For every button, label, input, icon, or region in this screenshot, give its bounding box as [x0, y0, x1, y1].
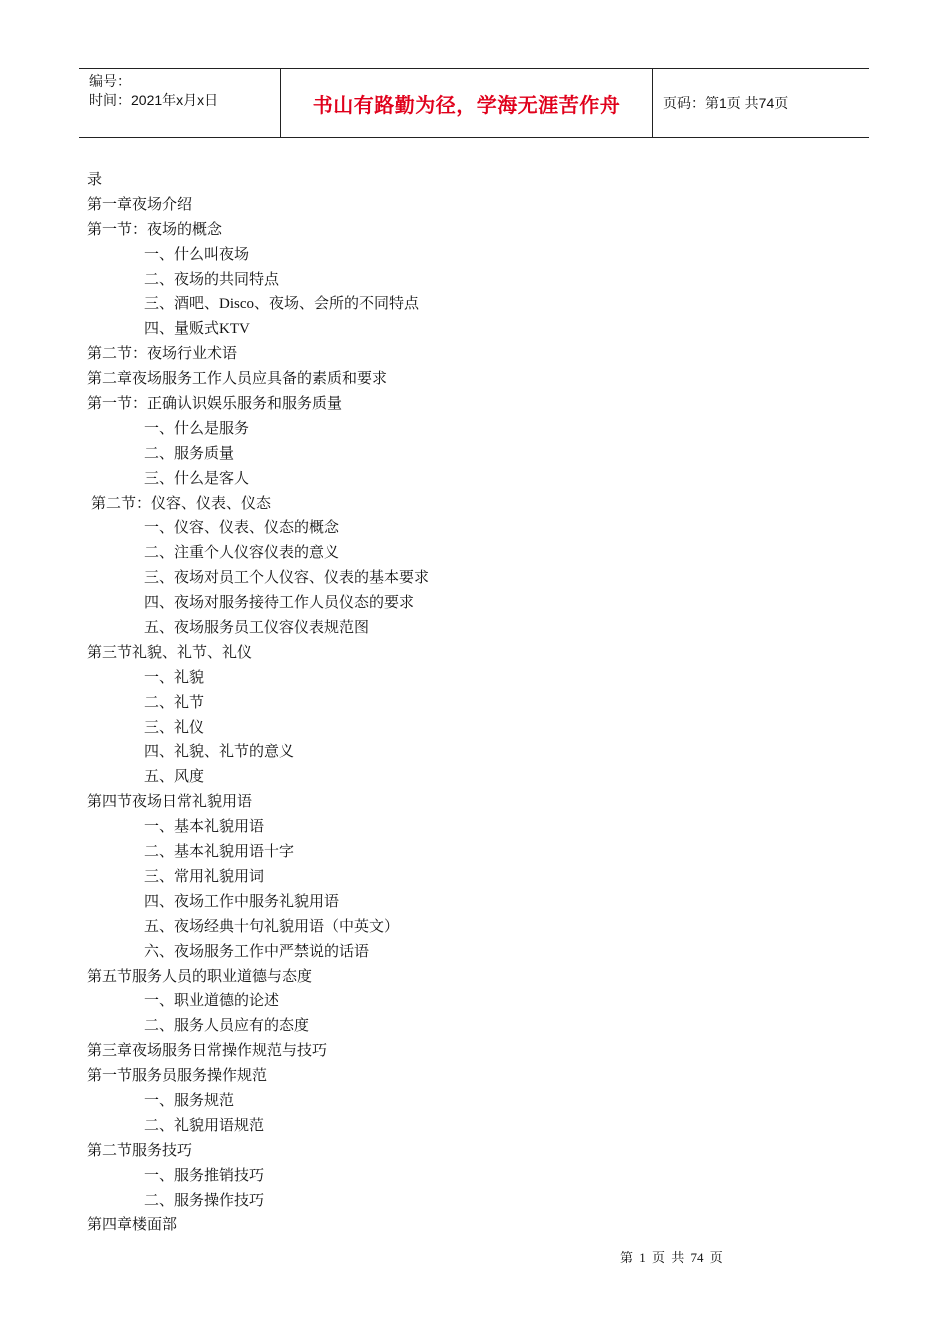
toc-subsection: 一、什么是服务: [144, 420, 250, 437]
toc-heading: 第三节礼貌、礼节、礼仪: [87, 644, 253, 661]
toc-subsection: 四、量贩式KTV: [144, 321, 250, 338]
toc-heading: 第一章夜场介绍: [87, 196, 193, 213]
toc-heading: 第二节：仪容、仪表、仪态: [91, 495, 272, 512]
page-header: [79, 68, 869, 138]
toc-heading: 第二节服务技巧: [87, 1142, 193, 1159]
toc-subsection: 五、夜场服务员工仪容仪表规范图: [144, 620, 370, 637]
toc-subsection: 二、礼节: [144, 694, 205, 711]
toc-heading: 第四节夜场日常礼貌用语: [87, 794, 253, 811]
toc-subsection: 二、服务质量: [144, 445, 235, 462]
toc-subsection: 六、夜场服务工作中严禁说的话语: [144, 943, 370, 960]
toc-heading: 录: [87, 172, 103, 188]
toc-heading: 第四章楼面部: [87, 1217, 178, 1234]
toc-subsection: 三、酒吧、Disco、夜场、会所的不同特点: [144, 296, 419, 313]
toc-subsection: 三、礼仪: [144, 719, 205, 736]
toc-subsection: 二、礼貌用语规范: [144, 1117, 265, 1134]
toc-heading: 第一节服务员服务操作规范: [87, 1068, 268, 1085]
table-of-contents: [87, 168, 847, 1238]
toc-heading: 第一节：夜场的概念: [87, 221, 223, 238]
toc-subsection: 一、基本礼貌用语: [144, 819, 265, 836]
toc-subsection: 三、夜场对员工个人仪容、仪表的基本要求: [144, 570, 430, 587]
toc-subsection: 一、礼貌: [144, 669, 205, 686]
date-label: 时间：2021年x月x日: [89, 92, 219, 108]
toc-subsection: 五、风度: [144, 769, 205, 786]
toc-subsection: 一、仪容、仪表、仪态的概念: [144, 520, 340, 537]
toc-heading: 第三章夜场服务日常操作规范与技巧: [87, 1043, 328, 1060]
toc-subsection: 一、什么叫夜场: [144, 246, 250, 263]
toc-subsection: 二、服务操作技巧: [144, 1192, 265, 1209]
toc-subsection: 四、夜场工作中服务礼貌用语: [144, 893, 340, 910]
toc-heading: 第一节：正确认识娱乐服务和服务质量: [87, 396, 343, 413]
header-motto: 书山有路勤为径，学海无涯苦作舟: [281, 69, 653, 137]
toc-heading: 第二章夜场服务工作人员应具备的素质和要求: [87, 371, 388, 388]
toc-heading: 第五节服务人员的职业道德与态度: [87, 968, 313, 985]
toc-subsection: 二、基本礼貌用语十字: [144, 844, 295, 861]
toc-heading: 第二节：夜场行业术语: [87, 346, 238, 363]
toc-subsection: 三、什么是客人: [144, 470, 250, 487]
toc-subsection: 一、服务推销技巧: [144, 1167, 265, 1184]
toc-subsection: 二、服务人员应有的态度: [144, 1018, 310, 1035]
toc-subsection: 二、注重个人仪容仪表的意义: [144, 545, 340, 562]
toc-subsection: 三、常用礼貌用词: [144, 868, 265, 885]
header-meta: [79, 69, 281, 137]
toc-subsection: 二、夜场的共同特点: [144, 271, 280, 288]
number-label: 编号：: [89, 73, 131, 89]
page-footer: 第 1 页 共 74 页: [620, 1250, 723, 1265]
toc-subsection: 一、职业道德的论述: [144, 993, 280, 1010]
toc-subsection: 四、礼貌、礼节的意义: [144, 744, 295, 761]
header-page-info: 页码：第1页 共74页: [663, 95, 789, 111]
toc-subsection: 四、夜场对服务接待工作人员仪态的要求: [144, 595, 415, 612]
toc-subsection: 五、夜场经典十句礼貌用语（中英文）: [144, 918, 400, 935]
toc-subsection: 一、服务规范: [144, 1092, 235, 1109]
